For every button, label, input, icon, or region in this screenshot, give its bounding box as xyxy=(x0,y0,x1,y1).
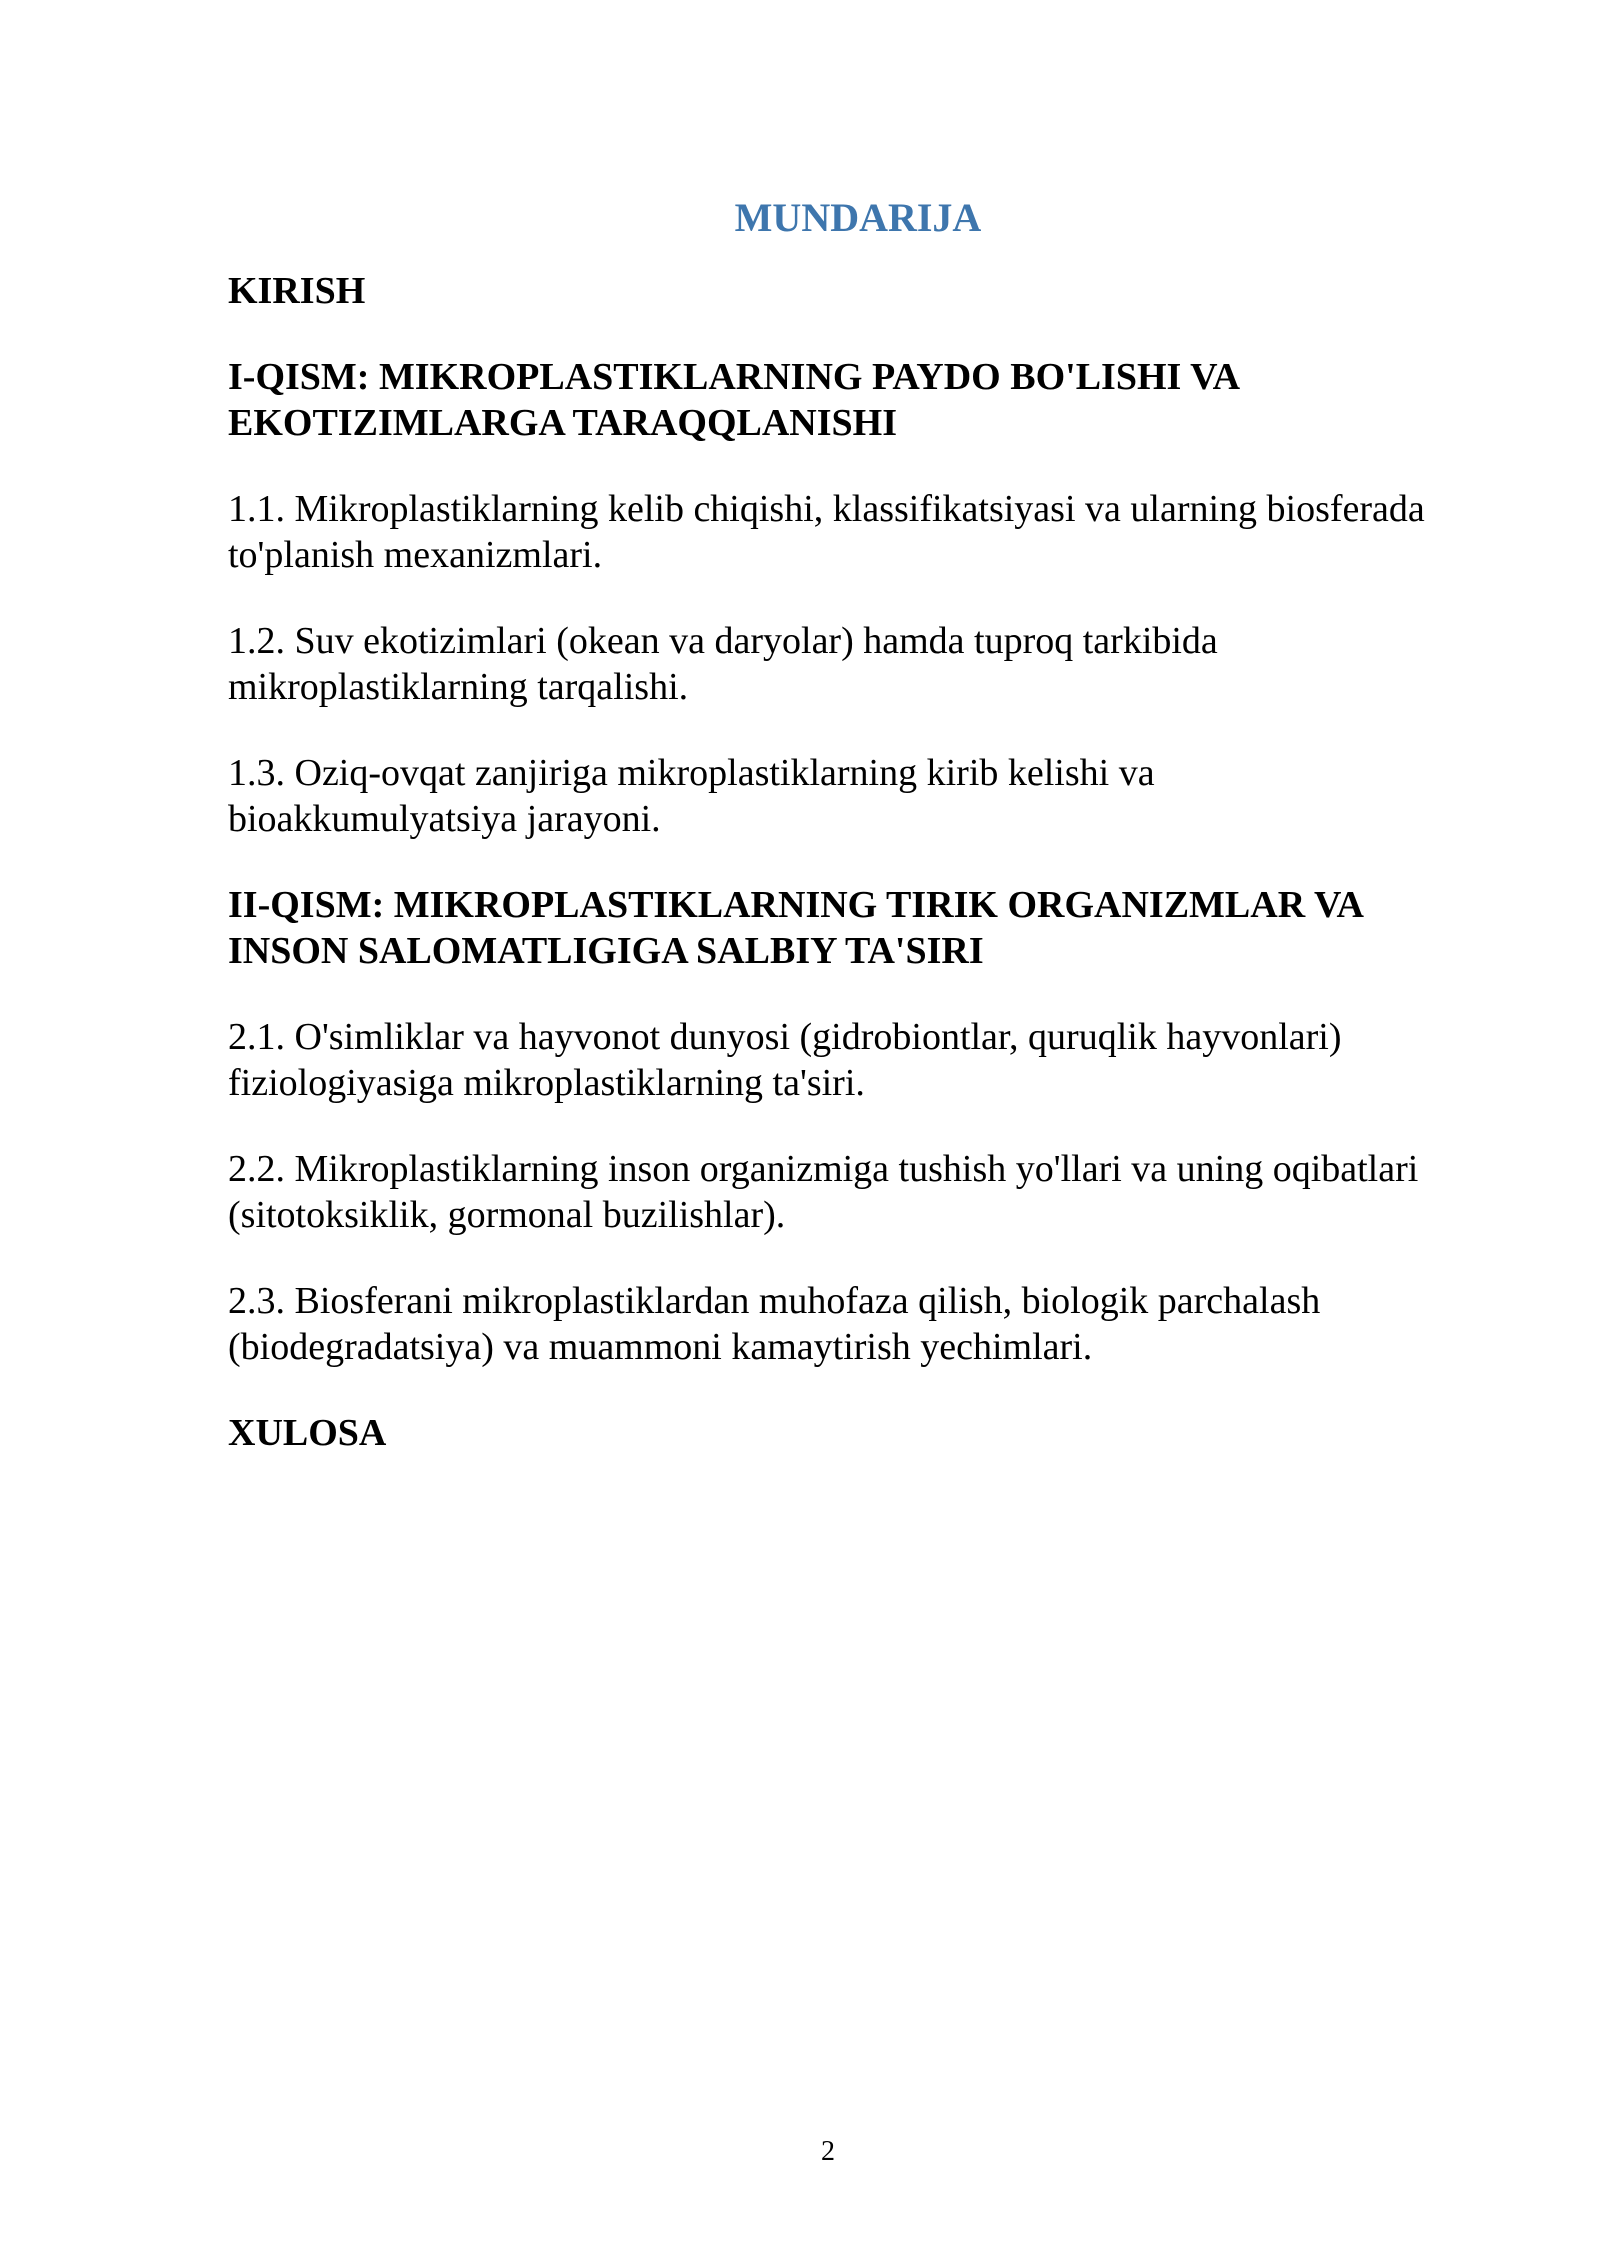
toc-heading-part-1: I-QISM: MIKROPLASTIKLARNING PAYDO BO'LISHI VA EKOTIZIMLARGA TARAQQLANISHI xyxy=(228,356,1239,444)
toc-item-2-2: 2.2. Mikroplastiklarning inson organizmiga tushish yo'llari va uning oqibatlari (sitotoksiklik, gormonal buzilishlar). xyxy=(228,1148,1419,1236)
toc-heading-introduction: KIRISH xyxy=(228,270,366,312)
page-title: MUNDARIJA xyxy=(734,195,982,240)
toc-item-1-2: 1.2. Suv ekotizimlari (okean va daryolar) hamda tuproq tarkibida mikroplastiklarning tarqalishi. xyxy=(228,620,1218,708)
toc-item-2-1: 2.1. O'simliklar va hayvonot dunyosi (gidrobiontlar, quruqlik hayvonlari) fiziologiyasiga mikroplastiklarning ta'siri. xyxy=(228,1016,1342,1104)
table-of-contents xyxy=(228,190,1448,1496)
toc-item-1-1: 1.1. Mikroplastiklarning kelib chiqishi, klassifikatsiyasi va ularning biosferada to'planish mexanizmlari. xyxy=(228,488,1425,576)
toc-heading-conclusion: XULOSA xyxy=(228,1412,387,1454)
toc-heading-part-2: II-QISM: MIKROPLASTIKLARNING TIRIK ORGANIZMLAR VA INSON SALOMATLIGIGA SALBIY TA'SIRI xyxy=(228,884,1362,972)
toc-item-1-3: 1.3. Oziq-ovqat zanjiriga mikroplastiklarning kirib kelishi va bioakkumulyatsiya jarayoni. xyxy=(228,752,1155,840)
page-number: 2 xyxy=(821,2136,835,2167)
toc-item-2-3: 2.3. Biosferani mikroplastiklardan muhofaza qilish, biologik parchalash (biodegradatsiya) va muammoni kamaytirish yechimlari. xyxy=(228,1280,1321,1368)
